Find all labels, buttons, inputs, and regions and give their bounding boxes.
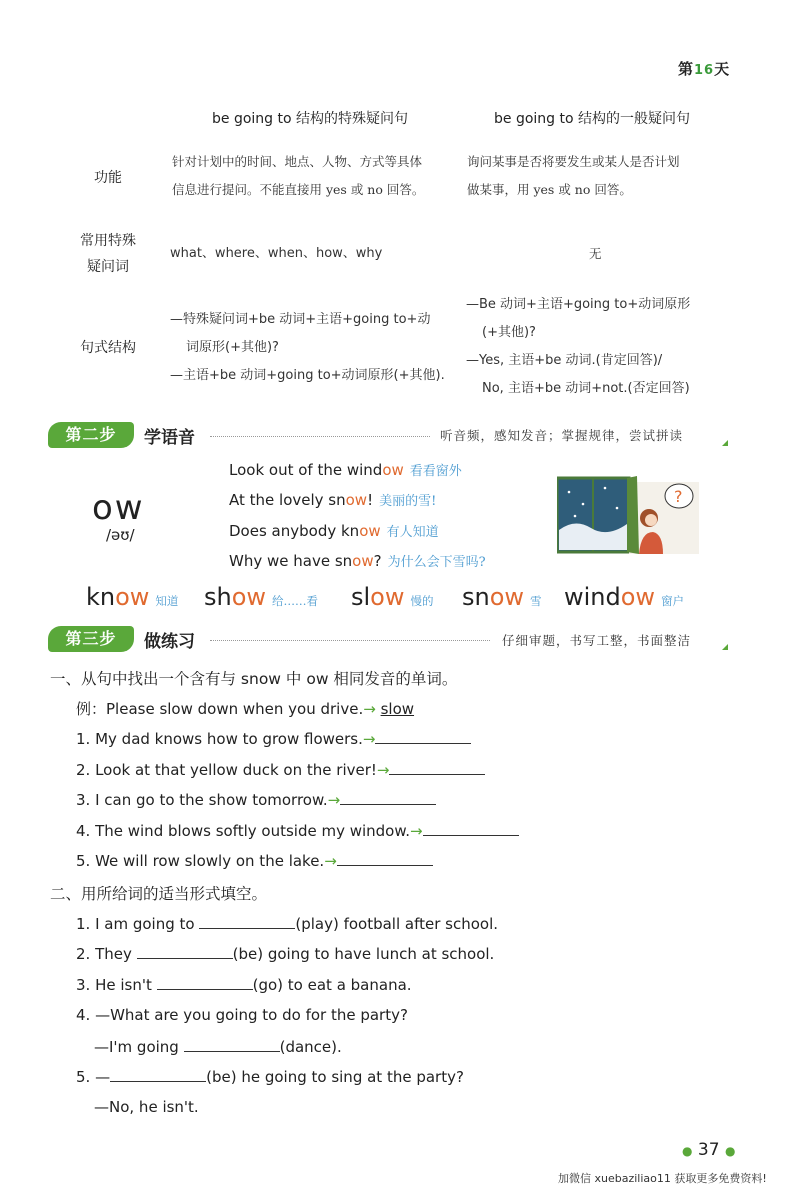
answer-blank[interactable] <box>423 821 519 836</box>
cell-line: 信息进行提问。不能直接用 yes 或 no 回答。 <box>172 182 425 197</box>
step3-title: 做练习 <box>144 632 195 652</box>
arrow-icon: → <box>363 700 376 718</box>
vocab-highlight: ow <box>115 583 150 611</box>
item-hint: (be) <box>206 1068 237 1086</box>
answer-blank[interactable] <box>375 729 471 744</box>
page-number <box>682 1140 735 1160</box>
arrow-icon: → <box>324 852 337 870</box>
exercise2-item <box>76 1006 408 1024</box>
step3-divider <box>210 640 490 641</box>
table-cell <box>170 306 445 390</box>
table-cell: 无 <box>589 246 602 261</box>
step2-tip: 听音频，感知发音；掌握规律，尝试拼读 <box>440 428 684 443</box>
cell-line: 做某事，用 yes 或 no 回答。 <box>467 182 632 197</box>
table-col2-header: be going to 结构的一般疑问句 <box>494 111 691 127</box>
exercise2-item <box>76 944 494 963</box>
rhyme-line <box>229 490 436 509</box>
vocab-highlight: ow <box>620 583 656 611</box>
step3-tip: 仔细审题，书写工整，书面整洁 <box>502 633 692 648</box>
item-text-end: he going to sing at the party? <box>236 1068 464 1086</box>
dot-icon: ● <box>724 1144 736 1158</box>
step3-tip-mark <box>722 644 728 650</box>
curtain <box>627 476 639 554</box>
rhyme-highlight: ow <box>352 552 374 570</box>
item-text: 1. I am going to <box>76 915 200 933</box>
answer-blank[interactable] <box>137 944 233 959</box>
cell-line: —特殊疑问词+be 动词+主语+going to+动 <box>170 312 431 327</box>
item-text: 1. My dad knows how to grow flowers. <box>76 730 363 748</box>
item-hint: (dance) <box>279 1038 337 1056</box>
item-hint: (go) <box>252 976 284 994</box>
vocab-text: sh <box>204 583 232 611</box>
item-hint: (be) <box>232 945 264 963</box>
item-text: —No, he isn't. <box>94 1098 199 1116</box>
rhyme-text: Does anybody kn <box>229 522 360 540</box>
cell-line: 询问某事是否将要发生或某人是否计划 <box>467 154 680 169</box>
rhyme-text: At the lovely sn <box>229 491 346 509</box>
day-suffix: 天 <box>714 60 731 78</box>
table-cell <box>467 148 680 204</box>
dot-icon: ● <box>682 1144 693 1158</box>
item-text: 2. Look at that yellow duck on the river! <box>76 761 377 779</box>
row-label-function: 功能 <box>94 170 122 186</box>
answer-blank[interactable] <box>340 790 436 805</box>
row-label-line: 常用特殊 <box>80 233 136 249</box>
vocab-word <box>86 583 178 611</box>
answer-blank[interactable] <box>110 1067 206 1082</box>
item-text: 4. The wind blows softly outside my window. <box>76 822 411 840</box>
answer-blank[interactable] <box>337 851 433 866</box>
day-prefix: 第 <box>678 60 695 78</box>
exercise1-item <box>76 729 471 748</box>
vocab-translation: 窗户 <box>661 594 685 608</box>
rhyme-translation: 看看窗外 <box>409 464 462 479</box>
rhyme-translation: 有人知道 <box>386 525 439 540</box>
answer-blank[interactable] <box>184 1037 280 1052</box>
page-number-text: 37 <box>697 1140 720 1160</box>
exercise1-item <box>76 851 433 870</box>
rhyme-highlight: ow <box>382 461 404 479</box>
step2-title: 学语音 <box>144 428 195 448</box>
vocab-text: sn <box>462 583 490 611</box>
row-label-question-words <box>68 228 148 280</box>
vocab-translation: 雪 <box>530 594 542 608</box>
vocab-word <box>462 583 542 611</box>
snowflake <box>574 515 577 518</box>
item-text: —I'm going <box>94 1038 184 1056</box>
arrow-icon: → <box>362 730 376 748</box>
table-cell <box>172 148 424 204</box>
snowflake <box>604 487 607 490</box>
row-label-structure: 句式结构 <box>80 340 136 356</box>
cell-line: 词原形(+其他)? <box>186 340 279 355</box>
snowflake <box>616 507 619 510</box>
answer-blank[interactable] <box>389 760 485 775</box>
item-text: 3. I can go to the show tomorrow. <box>76 791 328 809</box>
cell-line: —Be 动词+主语+going to+动词原形 <box>466 297 691 312</box>
step2-divider <box>210 436 430 437</box>
arrow-icon: → <box>376 761 390 779</box>
item-text: 4. —What are you going to do for the party? <box>76 1006 408 1024</box>
exercise1-item <box>76 760 485 779</box>
exercise2-item <box>94 1037 342 1056</box>
day-label <box>678 58 730 79</box>
rhyme-translation: 为什么会下雪吗? <box>387 555 486 570</box>
rhyme-text-end: ! <box>367 491 374 509</box>
cell-line: —主语+be 动词+going to+动词原形(+其他). <box>170 368 445 383</box>
vocab-highlight: ow <box>231 583 267 611</box>
example-text: 例：Please slow down when you drive. <box>76 700 364 718</box>
exercise1-item <box>76 790 436 809</box>
cell-line: (+其他)? <box>482 325 536 340</box>
cell-line: 针对计划中的时间、地点、人物、方式等具体 <box>172 154 423 169</box>
vocab-word <box>564 583 684 611</box>
footer-note: 加微信 xuebaziliao11 获取更多免费资料! <box>558 1172 767 1185</box>
snowflake <box>582 503 585 506</box>
phonics-letters: ow <box>92 488 145 528</box>
snowflake <box>568 491 571 494</box>
exercise2-item <box>76 1067 464 1086</box>
table-cell: what、where、when、how、why <box>170 246 383 261</box>
exercise1-example <box>76 698 414 719</box>
phonics-ipa: /əʊ/ <box>106 526 135 544</box>
vocab-translation: 知道 <box>155 594 179 608</box>
rhyme-highlight: ow <box>359 522 381 540</box>
day-number: 16 <box>694 63 715 78</box>
arrow-icon: → <box>410 822 423 840</box>
vocab-highlight: ow <box>370 583 405 611</box>
answer-blank[interactable] <box>157 975 253 990</box>
vocab-translation: 慢的 <box>410 594 434 608</box>
vocab-translation: 给……看 <box>272 594 319 608</box>
girl-face <box>645 514 657 526</box>
item-text: 5. We will row slowly on the lake. <box>76 852 325 870</box>
rhyme-text: Look out of the wind <box>229 461 383 479</box>
vocab-text: kn <box>86 583 116 611</box>
exercise2-item <box>76 975 412 994</box>
item-hint: (play) <box>295 915 339 933</box>
arrow-icon: → <box>327 791 341 809</box>
cell-line: —Yes, 主语+be 动词.(肯定回答)/ <box>466 353 663 368</box>
item-text: 2. They <box>76 945 137 963</box>
vocab-word <box>351 583 433 611</box>
step2-badge: 第二步 <box>48 422 134 448</box>
row-label-line: 疑问词 <box>87 259 129 275</box>
vocab-word <box>204 583 318 611</box>
exercise2-item <box>76 914 498 933</box>
rhyme-highlight: ow <box>345 491 368 509</box>
exercise1-heading: 一、从句中找出一个含有与 snow 中 ow 相同发音的单词。 <box>50 670 458 688</box>
item-text: 5. — <box>76 1068 111 1086</box>
rhyme-translation: 美丽的雪! <box>379 494 437 509</box>
rhyme-text: Why we have sn <box>229 552 353 570</box>
table-col1-header: be going to 结构的特殊疑问句 <box>212 111 409 127</box>
item-text-end: to eat a banana. <box>283 976 412 994</box>
vocab-highlight: ow <box>489 583 525 611</box>
rhyme-line <box>229 521 439 540</box>
rhyme-line <box>229 460 462 479</box>
cell-line: No, 主语+be 动词+not.(否定回答) <box>482 381 690 396</box>
item-text-end: . <box>337 1038 342 1056</box>
rhyme-text-end: ? <box>373 552 382 570</box>
exercise2-item <box>94 1098 199 1116</box>
answer-blank[interactable] <box>199 914 295 929</box>
exercise1-item <box>76 821 519 840</box>
item-text-end: going to have lunch at school. <box>263 945 495 963</box>
window-snow-illustration <box>557 474 699 554</box>
vocab-text: sl <box>351 583 371 611</box>
question-mark-icon: ? <box>674 487 683 506</box>
table-cell <box>466 291 690 403</box>
example-answer: slow <box>380 700 415 718</box>
rhyme-line <box>229 551 486 570</box>
step3-badge: 第三步 <box>48 626 134 652</box>
vocab-text: wind <box>564 583 621 611</box>
exercise2-heading: 二、用所给词的适当形式填空。 <box>50 885 268 903</box>
item-text: 3. He isn't <box>76 976 157 994</box>
item-text-end: football after school. <box>338 915 499 933</box>
step2-tip-mark <box>722 440 728 446</box>
